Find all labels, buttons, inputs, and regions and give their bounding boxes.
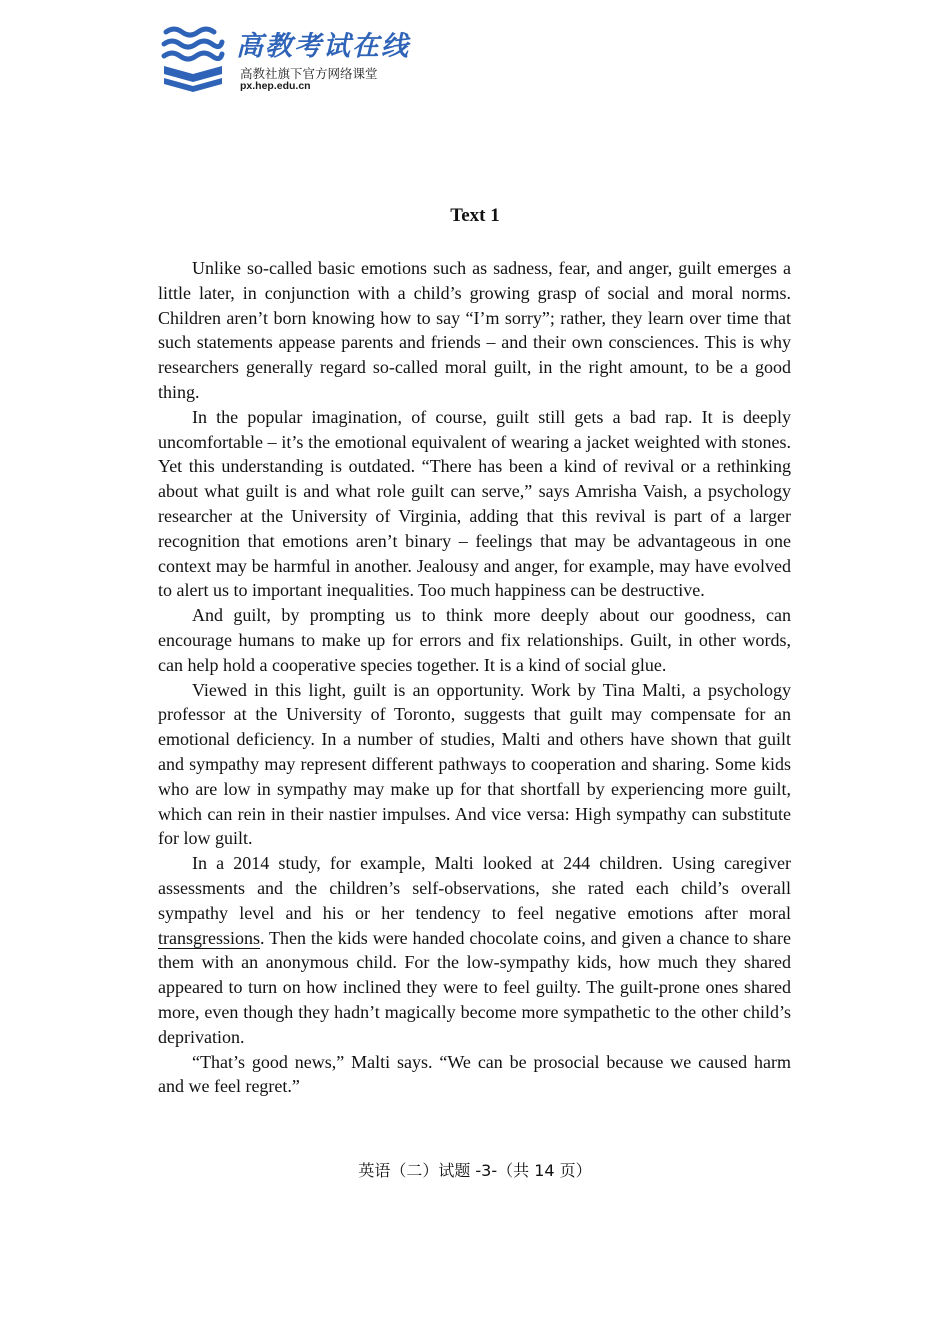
paragraph-6: “That’s good news,” Malti says. “We can be prosocial because we caused harm and we feel regret.” <box>158 1051 791 1097</box>
brand-name: 高教考试在线 <box>236 31 410 62</box>
publisher-logo <box>160 22 420 96</box>
paragraph-5-before: In a 2014 study, for example, Malti looked at 244 children. Using caregiver assessments and the children’s self-observations, she rated each child’s overall sympathy level and his or her tendency to feel negative emotions after moral <box>158 853 791 923</box>
underlined-word: transgressions <box>158 927 260 948</box>
book-wave-logo-icon <box>160 24 226 92</box>
paragraph-1: Unlike so-called basic emotions such as sadness, fear, and anger, guilt emerges a little later, in conjunction with a child’s growing grasp of social and moral norms. Children aren’t born knowing how to say “I’m sorry”; rather, they learn over time that such statements appease parents and friends – and their own consciences. This is why researchers generally regard so-called moral guilt, in the right amount, to be a good thing. <box>158 258 791 402</box>
page-footer: 英语（二）试题 -3-（共 14 页） <box>358 1161 592 1180</box>
brand-url: px.hep.edu.cn <box>240 80 311 92</box>
paragraph-5-after: . Then the kids were handed chocolate coins, and given a chance to share them with an anonymous child. For the low-sympathy kids, how much they shared appeared to turn on how inclined they were to feel guilty. The guilt-prone ones shared more, even though they hadn’t magically become more sympathetic to the other child’s deprivation. <box>158 927 791 1047</box>
passage-body <box>158 256 791 1099</box>
paragraph-5 <box>158 851 791 1049</box>
section-title: Text 1 <box>450 205 500 226</box>
paragraph-4: Viewed in this light, guilt is an opportunity. Work by Tina Malti, a psychology professor at the University of Toronto, suggests that guilt may compensate for an emotional deficiency. In a number of studies, Malti and others have shown that guilt and sympathy may represent different pathways to cooperation and sharing. Some kids who are low in sympathy may make up for that shortfall by experiencing more guilt, which can rein in their nastier impulses. And vice versa: High sympathy can substitute for low guilt. <box>158 679 791 849</box>
paragraph-3: And guilt, by prompting us to think more deeply about our goodness, can encourage humans to make up for errors and fix relationships. Guilt, in other words, can help hold a cooperative species together. It is a kind of social glue. <box>158 605 791 675</box>
paragraph-2: In the popular imagination, of course, guilt still gets a bad rap. It is deeply uncomfortable – it’s the emotional equivalent of wearing a jacket weighted with stones. Yet this understanding is outdated. “There has been a kind of revival or a rethinking about what guilt is and what role guilt can serve,” says Amrisha Vaish, a psychology researcher at the University of Virginia, adding that this revival is part of a larger recognition that emotions aren’t binary – feelings that may be advantageous in one context may be harmful in another. Jealousy and anger, for example, may have evolved to alert us to important inequalities. Too much happiness can be destructive. <box>158 406 791 601</box>
brand-slogan: 高教社旗下官方网络课堂 <box>240 66 378 81</box>
